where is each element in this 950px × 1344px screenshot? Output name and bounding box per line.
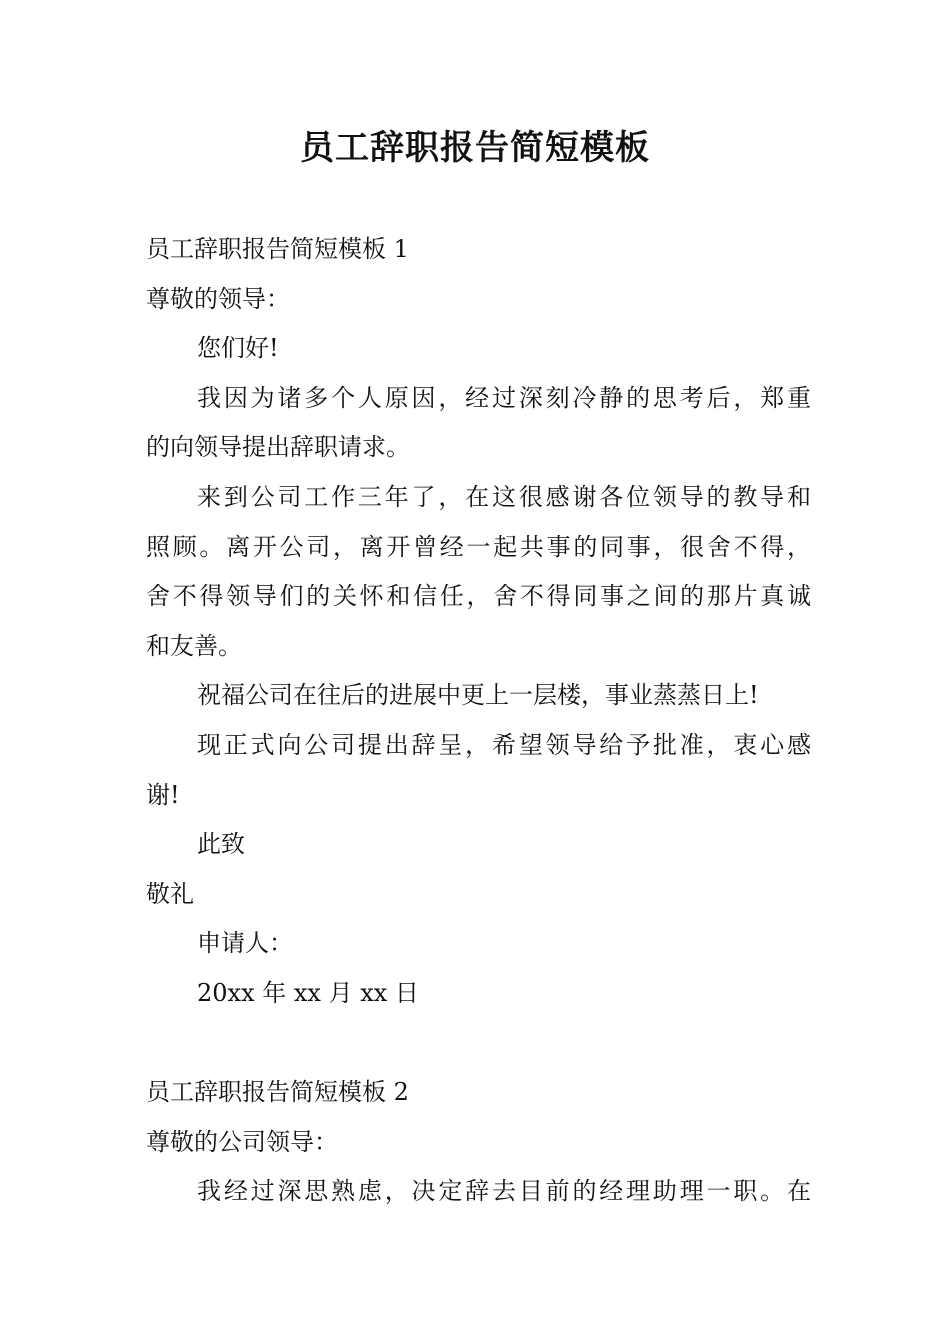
template-2-heading: 员工辞职报告简短模板 2 bbox=[146, 1078, 409, 1107]
paragraph-1-line-2: 的向领导提出辞职请求。 bbox=[146, 433, 410, 462]
date-line: 20xx 年 xx 月 xx 日 bbox=[197, 978, 419, 1007]
applicant-line: 申请人： bbox=[197, 929, 293, 958]
template-1-heading: 员工辞职报告简短模板 1 bbox=[146, 235, 409, 263]
paragraph-1-line-1: 我因为诸多个人原因，经过深刻冷静的思考后，郑重 bbox=[197, 383, 811, 412]
closing-line-1: 此致 bbox=[197, 830, 245, 859]
greeting-line: 您们好! bbox=[197, 334, 279, 363]
paragraph-4-line-1: 现正式向公司提出辞呈，希望领导给予批准，衷心感 bbox=[197, 730, 811, 759]
paragraph-2-line-3: 舍不得领导们的关怀和信任，舍不得同事之间的那片真诚 bbox=[146, 582, 811, 611]
salutation-2: 尊敬的公司领导： bbox=[146, 1127, 338, 1156]
paragraph-4-line-2: 谢! bbox=[146, 780, 180, 809]
section-gap bbox=[146, 1019, 811, 1069]
paragraph-2-line-2: 照顾。离开公司，离开曾经一起共事的同事，很舍不得， bbox=[146, 532, 811, 561]
paragraph-2-line-4: 和友善。 bbox=[146, 631, 242, 660]
paragraph-3-line-1: 祝福公司在往后的进展中更上一层楼，事业蒸蒸日上! bbox=[197, 681, 759, 710]
document-body bbox=[146, 225, 811, 1217]
document-title: 员工辞职报告简短模板 bbox=[300, 128, 650, 168]
closing-line-2: 敬礼 bbox=[146, 879, 194, 908]
salutation-1: 尊敬的领导： bbox=[146, 284, 290, 313]
template-2-paragraph-1-line-1: 我经过深思熟虑，决定辞去目前的经理助理一职。在 bbox=[197, 1177, 811, 1206]
paragraph-2-line-1: 来到公司工作三年了，在这很感谢各位领导的教导和 bbox=[197, 482, 811, 511]
